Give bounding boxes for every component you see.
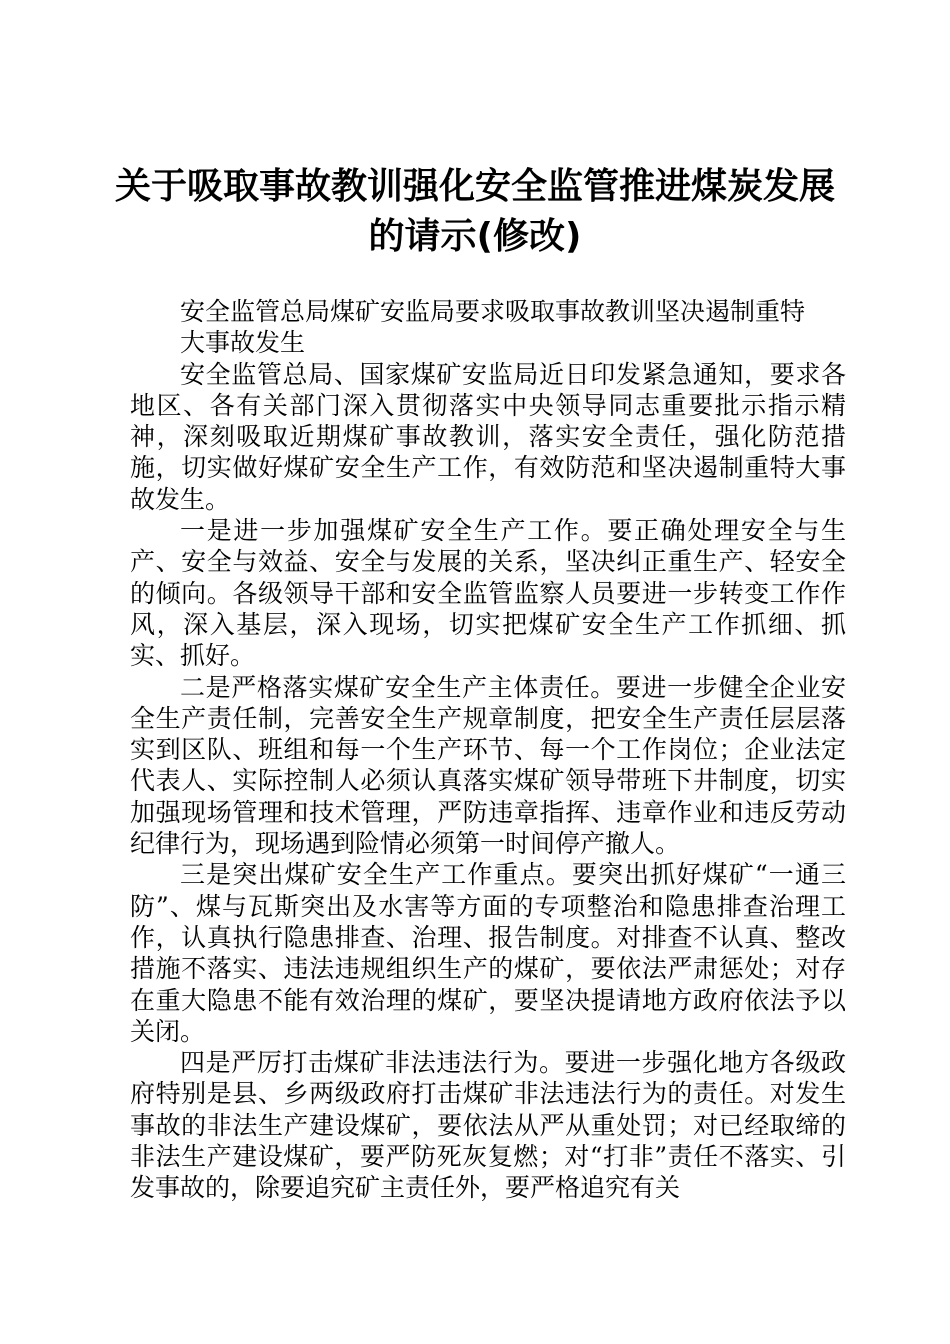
title-line-1: 关于吸取事故教训强化安全监管推进煤炭发展	[114, 166, 835, 207]
document-subtitle: 安全监管总局煤矿安监局要求吸取事故教训坚决遏制重特大事故发生	[180, 297, 806, 358]
title-line-2: 的请示(修改)	[368, 216, 582, 257]
document-body	[130, 296, 846, 1204]
paragraph-point-2: 二是严格落实煤矿安全生产主体责任。要进一步健全企业安全生产责任制，完善安全生产规章制度，把安全生产责任层层落实到区队、班组和每一个生产环节、每一个工作岗位；企业法定代表人、实际控制人必须认真落实煤矿领导带班下井制度，切实加强现场管理和技术管理，严防违章指挥、违章作业和违反劳动纪律行为，现场遇到险情必须第一时间停产撤人。	[130, 672, 846, 859]
paragraph-point-1: 一是进一步加强煤矿安全生产工作。要正确处理安全与生产、安全与效益、安全与发展的关系，坚决纠正重生产、轻安全的倾向。各级领导干部和安全监管监察人员要进一步转变工作作风，深入基层，深入现场，切实把煤矿安全生产工作抓细、抓实、抓好。	[130, 516, 846, 671]
paragraph-point-3: 三是突出煤矿安全生产工作重点。要突出抓好煤矿“一通三防”、煤与瓦斯突出及水害等方面的专项整治和隐患排查治理工作，认真执行隐患排查、治理、报告制度。对排查不认真、整改措施不落实、违法违规组织生产的煤矿，要依法严肃惩处；对存在重大隐患不能有效治理的煤矿，要坚决提请地方政府依法予以关闭。	[130, 860, 846, 1046]
paragraph-point-4: 四是严厉打击煤矿非法违法行为。要进一步强化地方各级政府特别是县、乡两级政府打击煤矿非法违法行为的责任。对发生事故的非法生产建设煤矿，要依法从严从重处罚；对已经取缔的非法生产建设煤矿，要严防死灰复燃；对“打非”责任不落实、引发事故的，除要追究矿主责任外，要严格追究有关	[130, 1048, 846, 1203]
document-title	[95, 162, 855, 262]
paragraph-intro: 安全监管总局、国家煤矿安监局近日印发紧急通知，要求各地区、各有关部门深入贯彻落实中央领导同志重要批示指示精神，深刻吸取近期煤矿事故教训，落实安全责任，强化防范措施，切实做好煤矿安全生产工作，有效防范和坚决遏制重特大事故发生。	[130, 359, 846, 514]
